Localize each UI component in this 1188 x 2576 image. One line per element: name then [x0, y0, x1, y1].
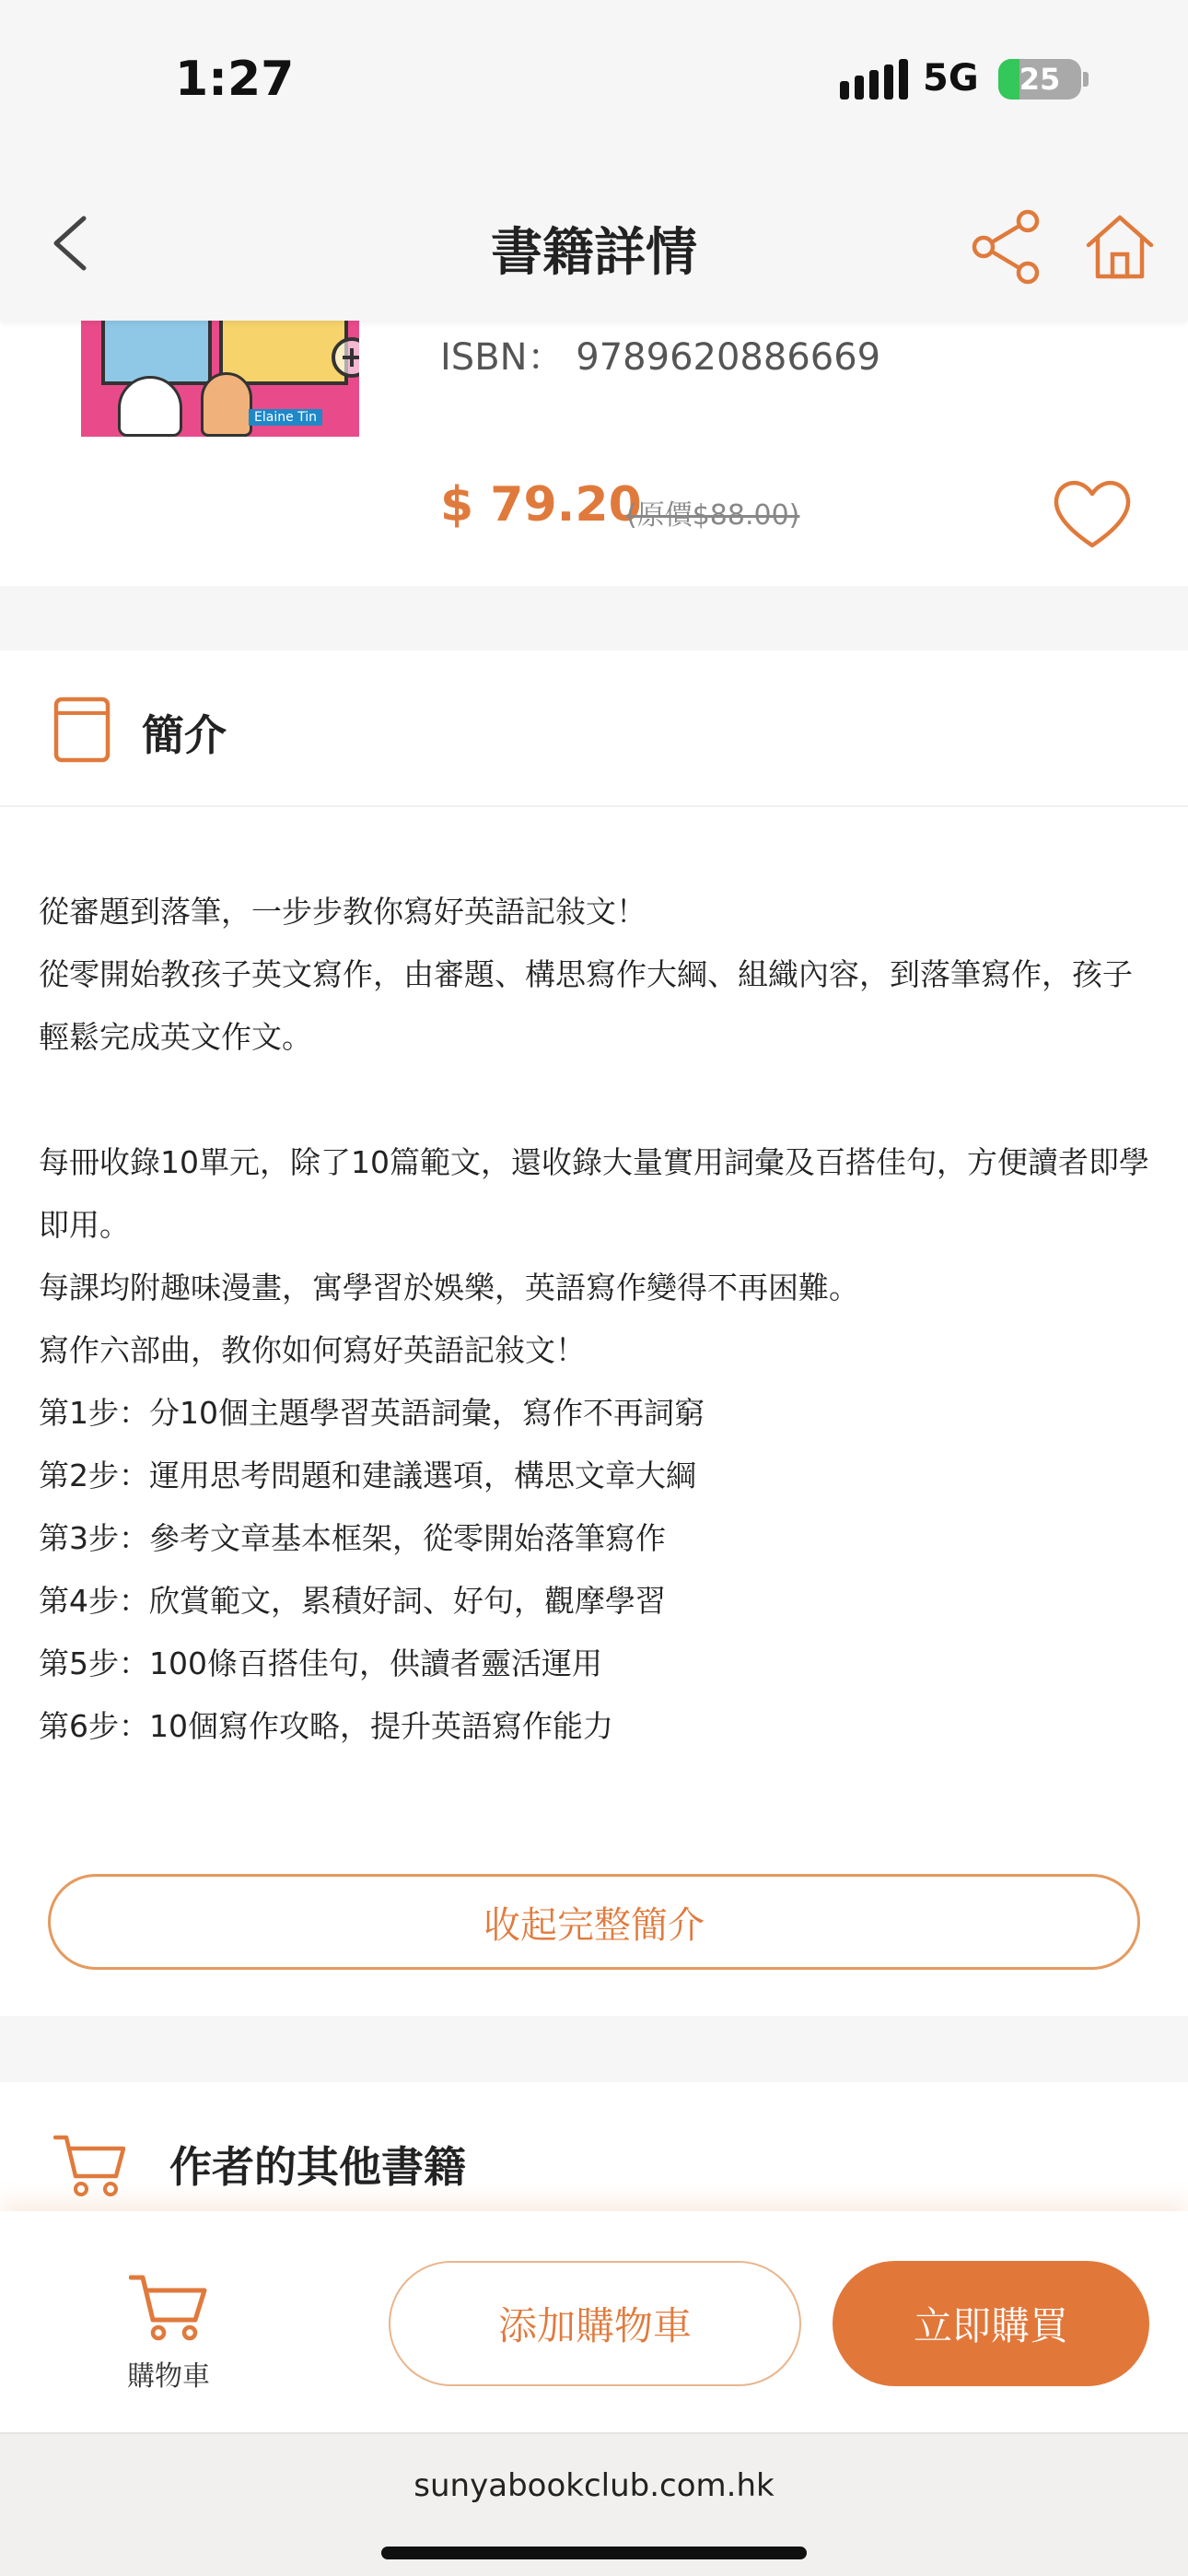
- share-icon: [969, 208, 1046, 286]
- battery-cap: [1083, 72, 1089, 87]
- book-icon: [52, 695, 112, 765]
- isbn-value: 9789620886669: [576, 336, 881, 379]
- add-to-cart-button[interactable]: 添加購物車: [389, 2261, 801, 2386]
- intro-text: [39, 881, 1153, 1758]
- cover-character: [118, 376, 182, 437]
- intro-paragraph: 寫作六部曲，教你如何寫好英語記敍文！: [39, 1332, 586, 1368]
- cellular-signal-icon: [840, 59, 910, 100]
- intro-paragraph: 每課均附趣味漫畫，寓學習於娛樂，英語寫作變得不再困難。: [39, 1270, 859, 1306]
- cart-nav-button[interactable]: [111, 2272, 227, 2392]
- isbn: [440, 328, 880, 381]
- book-cover-image[interactable]: [81, 321, 359, 437]
- favorite-button[interactable]: [1050, 475, 1135, 553]
- section-divider: [0, 586, 1188, 650]
- buy-now-button[interactable]: 立即購買: [833, 2261, 1149, 2386]
- intro-title: 簡介: [142, 710, 227, 760]
- intro-paragraph: 從零開始教孩子英文寫作，由審題、構思寫作大綱、組織內容，到落筆寫作，孩子輕鬆完成英文作文。: [39, 956, 1133, 1055]
- intro-step: 第3步：參考文章基本框架，從零開始落筆寫作: [39, 1520, 666, 1556]
- battery-level: 25: [1019, 62, 1061, 97]
- intro-paragraph: 每冊收錄10單元，除了10篇範文，還收錄大量實用詞彙及百搭佳句，方便讀者即學即用。: [39, 1144, 1149, 1243]
- status-bar: [0, 0, 1188, 166]
- isbn-label: ISBN：: [440, 336, 565, 379]
- intro-body: [0, 807, 1188, 2016]
- cover-comic-panel: [101, 321, 212, 385]
- author-books-title: 作者的其他書籍: [169, 2142, 466, 2192]
- bottom-action-bar: [0, 2211, 1188, 2432]
- battery-icon: [998, 59, 1081, 100]
- author-books-section: [0, 2082, 1188, 2211]
- cover-character: [201, 372, 252, 437]
- shopping-cart-icon: [129, 2272, 208, 2342]
- intro-step: 第6步：10個寫作攻略，提升英語寫作能力: [39, 1708, 613, 1744]
- intro-step: 第5步：100條百搭佳句，供讀者靈活運用: [39, 1645, 602, 1681]
- intro-blank-line: [39, 1069, 1153, 1131]
- home-icon: [1081, 208, 1159, 286]
- browser-url-bar[interactable]: [0, 2432, 1188, 2576]
- home-button[interactable]: [1081, 208, 1159, 286]
- share-button[interactable]: [969, 208, 1046, 286]
- intro-paragraph: 從審題到落筆，一步步教你寫好英語記敍文！: [39, 894, 646, 930]
- intro-section-header: [0, 650, 1188, 807]
- cover-author-name: Elaine Tin: [249, 409, 322, 426]
- network-type: 5G: [923, 57, 979, 100]
- heart-icon: [1050, 475, 1135, 553]
- sale-price: $ 79.20: [440, 477, 642, 533]
- status-time: 1:27: [175, 52, 295, 107]
- cart-nav-label: 購物車: [127, 2360, 210, 2393]
- cart-icon: [53, 2132, 127, 2198]
- product-card: [0, 321, 1188, 586]
- intro-step: 第1步：分10個主題學習英語詞彙，寫作不再詞窮: [39, 1395, 705, 1431]
- section-divider: [0, 2016, 1188, 2082]
- original-price: (原價$88.00): [626, 499, 800, 532]
- zoom-in-icon[interactable]: [328, 334, 359, 392]
- app-header: [0, 166, 1188, 321]
- collapse-intro-button[interactable]: 收起完整簡介: [48, 1874, 1140, 1970]
- page-title: 書籍詳情: [491, 223, 697, 283]
- intro-step: 第4步：欣賞範文，累積好詞、好句，觀摩學習: [39, 1583, 666, 1619]
- url-text[interactable]: sunyabookclub.com.hk: [413, 2467, 775, 2504]
- home-indicator: [381, 2547, 807, 2559]
- intro-step: 第2步：運用思考問題和建議選項，構思文章大綱: [39, 1458, 696, 1493]
